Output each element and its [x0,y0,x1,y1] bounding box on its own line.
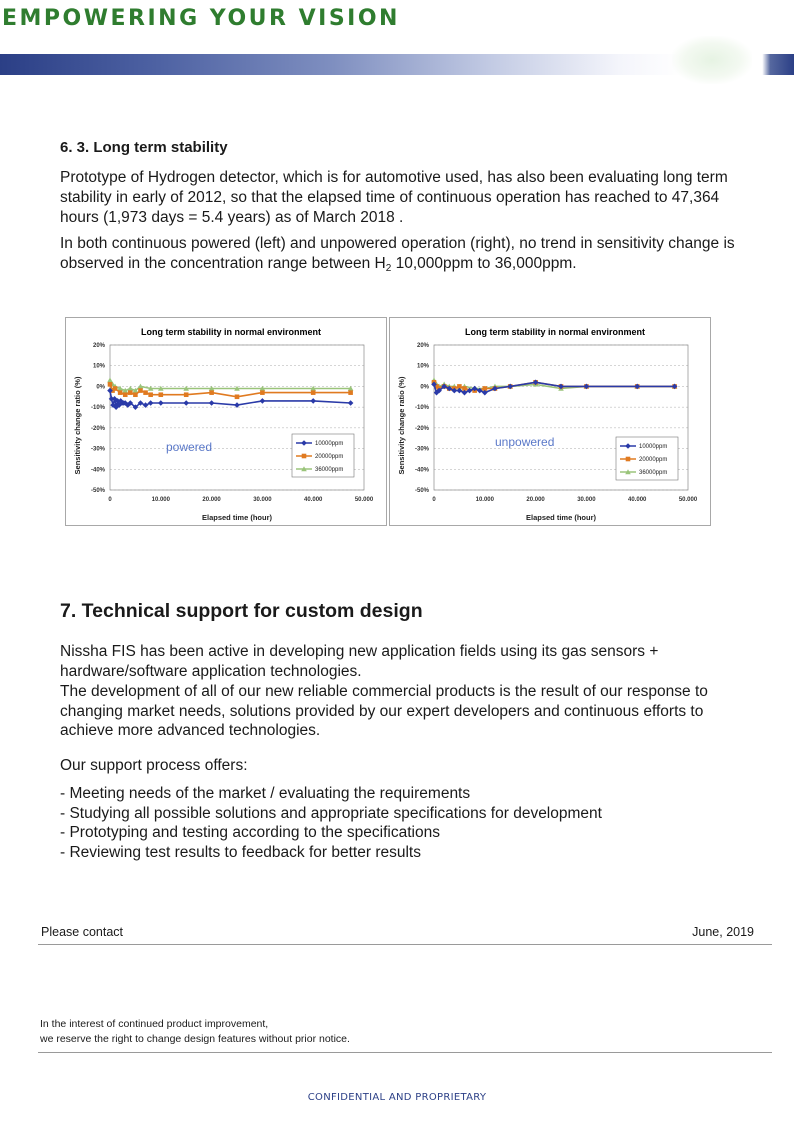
data-point [183,400,189,406]
chart-powered [65,317,387,526]
legend-label: 20000ppm [639,457,668,463]
document-date: June, 2019 [692,925,754,939]
paragraph-text: 10,000ppm to 36,000ppm. [391,255,577,272]
data-point [209,400,215,406]
stability-paragraph-2 [60,234,750,279]
x-axis-label: Elapsed time (hour) [525,513,597,522]
divider [38,944,772,945]
y-tick-label: -50% [90,488,105,494]
data-point [143,390,148,395]
y-tick-label: 20% [416,343,429,349]
data-point [108,382,113,387]
list-item: - Reviewing test results to feedback for better results [60,843,421,861]
header-decoration [672,36,752,84]
data-point [348,400,354,406]
y-tick-label: -40% [414,467,429,474]
x-axis-label: Elapsed time (hour) [201,513,273,522]
chart-svg-unpowered [390,318,710,525]
chart-title: Long term stability in normal environment [140,327,322,337]
y-tick-label: -50% [414,488,429,494]
data-point [113,386,118,391]
y-tick-label: -30% [414,446,429,453]
data-point [148,400,154,406]
legend-label: 36000ppm [315,467,344,473]
chart-unpowered [389,317,711,526]
y-tick-label: -10% [90,405,105,412]
y-axis-label: Sensitivity change ratio (%) [397,376,406,475]
support-paragraph-3: Our support process offers: [60,757,248,774]
list-item: - Studying all possible solutions and appropriate specifications for development [60,804,602,822]
brand-slogan: EMPOWERING YOUR VISION [2,6,400,31]
x-tick-label: 50.000 [678,497,698,503]
list-item: - Prototyping and testing according to the specifications [60,824,440,841]
list-item: - Meeting needs of the market / evaluating the requirements [60,785,471,802]
y-tick-label: -10% [414,405,429,412]
data-point [148,392,153,397]
data-point [348,390,353,395]
series-20000ppm [108,382,353,399]
paragraph-text: In both continuous powered (left) and unpowered operation (right), no trend in sensitivity change is observed in the concentration range between H [60,235,735,272]
data-point [235,394,240,399]
section-7-heading: 7. Technical support for custom design [60,600,423,622]
legend-marker [302,454,307,459]
legend-label: 36000ppm [639,470,668,476]
x-tick-label: 10.000 [151,497,170,503]
x-tick-label: 20.000 [202,497,221,503]
y-tick-label: -20% [414,425,429,432]
x-tick-label: 40.000 [304,497,323,503]
y-tick-label: -40% [90,467,105,474]
data-point [311,390,316,395]
annotation-unpowered: unpowered [495,435,555,449]
x-tick-label: 30.000 [577,497,596,503]
contact-label: Please contact [41,925,123,939]
stability-paragraph-1: Prototype of Hydrogen detector, which is for automotive used, has also been evaluating long term stability in early of 2012, so that the elapsed time of continuous operation has reached to 47,364 hours (1,973 days = 5.4 years) as of March 2018 . [60,169,728,226]
subscript-2: 2 [385,263,392,274]
data-point [128,386,134,391]
y-tick-label: -30% [90,446,105,453]
data-point [123,392,128,397]
x-tick-label: 40.000 [628,497,647,503]
y-tick-label: 10% [416,363,429,370]
section-6-3-heading: 6. 3. Long term stability [60,139,228,156]
chart-svg-powered [66,318,386,525]
data-point [158,400,164,406]
notice-line-1: In the interest of continued product improvement, [40,1018,269,1030]
data-point [260,398,266,404]
y-tick-label: -20% [90,425,105,432]
data-point [159,392,164,397]
footer-confidential: CONFIDENTIAL AND PROPRIETARY [307,1092,487,1103]
x-tick-label: 20.000 [526,497,545,503]
y-tick-label: 0% [96,384,105,391]
y-tick-label: 0% [420,384,429,391]
x-tick-label: 30.000 [253,497,272,503]
support-paragraph-1: Nissha FIS has been active in developing new application fields using its gas sensors + hardware/software application technologies. [60,643,659,680]
notice-line-2: we reserve the right to change design features without prior notice. [40,1033,350,1045]
y-tick-label: 10% [92,363,105,370]
legend-label: 10000ppm [639,444,668,450]
divider [38,1052,772,1053]
data-point [133,392,138,397]
y-tick-label: 20% [92,343,105,349]
x-tick-label: 10.000 [475,497,494,503]
data-point [260,390,265,395]
data-point [184,392,189,397]
annotation-powered: powered [166,440,213,454]
legend-label: 10000ppm [315,441,344,447]
x-tick-label: 0 [108,497,112,503]
x-tick-label: 50.000 [354,497,374,503]
support-list [60,784,750,862]
data-point [310,398,316,404]
legend-marker [626,457,631,462]
data-point [138,388,143,393]
legend-label: 20000ppm [315,454,344,460]
support-paragraph-2: The development of all of our new reliable commercial products is the result of our response to changing market needs, solutions provided by our expert developers and continuous efforts to achieve more advanced technologies. [60,683,708,739]
data-point [128,390,133,395]
y-axis-label: Sensitivity change ratio (%) [73,376,82,475]
chart-title: Long term stability in normal environment [464,327,646,337]
data-point [209,390,214,395]
data-point [107,377,113,382]
x-tick-label: 0 [432,497,436,503]
data-point [118,390,123,395]
